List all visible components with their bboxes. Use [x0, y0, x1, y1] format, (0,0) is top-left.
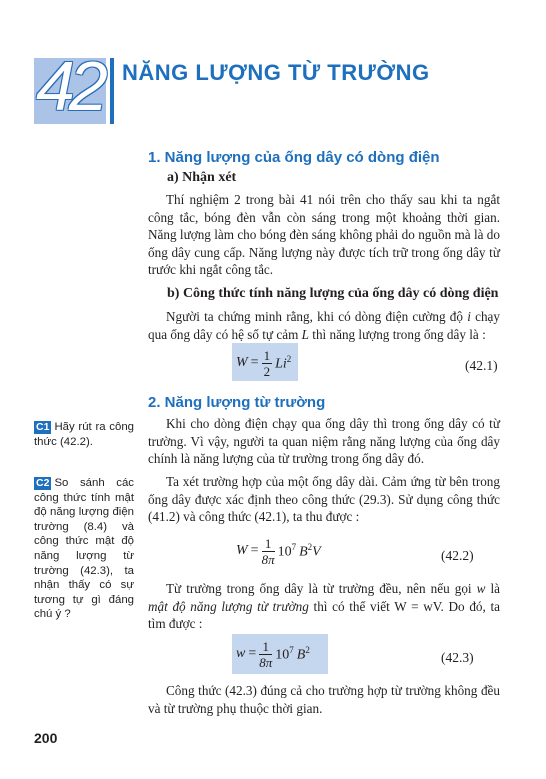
fraction-denominator: 2: [263, 363, 271, 379]
fraction-3-denominator: 8π: [259, 654, 273, 670]
formula-3-b-text: B: [296, 647, 306, 663]
fraction-3-numerator: 1: [259, 639, 272, 655]
formula-lhs: W: [236, 355, 248, 370]
para3-italic: mật độ năng lượng từ trường: [148, 598, 309, 614]
formula-exponent: 2: [286, 353, 292, 364]
formula-2-exp-b: 2: [307, 541, 313, 552]
formula-2-v: V: [312, 544, 321, 560]
subsection-b-heading: b) Công thức tính năng lượng của ống dây có dòng điện: [167, 286, 499, 301]
sidebar-question-c2: [34, 476, 134, 622]
formula-42-3: [236, 636, 310, 672]
para-b-text: Người ta chứng minh rằng, khi có dòng điện cường độ i chạy qua ống dây có hệ số tự cảm L thì năng lượng trong ống dây là :: [148, 309, 500, 342]
formula-2-lhs: W: [236, 543, 248, 558]
formula-fraction: [262, 348, 273, 379]
formula-42-1: [236, 345, 291, 381]
chapter-divider: [110, 58, 114, 124]
formula-3-b: [297, 645, 310, 664]
para3-b: là: [485, 581, 500, 596]
fraction-numerator: 1: [263, 347, 271, 363]
chapter-title: [122, 60, 430, 86]
para3-a: Từ trường trong ống dây là từ trường đều, nên nếu gọi: [166, 581, 477, 596]
formula-2-ten: 10: [277, 544, 292, 560]
section-2-paragraph-2: Ta xét trường hợp của một ống dây dài. Cảm ứng từ bên trong ống dây được xác định theo công thức (29.3). Sử dụng công thức (41.2) và công thức (42.1), ta thu được :: [148, 474, 500, 525]
section-2-paragraph-4: Công thức (42.3) đúng cả cho trường hợp từ trường không đều và từ trường phụ thuộc thời gian.: [148, 683, 500, 716]
formula-3-rhs: [275, 645, 294, 664]
section-2-paragraph-1: Khi cho dòng điện chạy qua ống dây thì trong ống dây có từ trường. Vì vậy, người ta quan niệm rằng năng lượng của ống dây chính là năng lượng của từ trường trong ống dây đó.: [148, 416, 500, 467]
fraction-2-numerator: 1: [262, 536, 275, 552]
formula-3-eq: =: [248, 646, 257, 661]
fraction-2-denominator: 8π: [261, 551, 275, 567]
chapter-title-text: NĂNG LƯỢNG TỪ TRƯỜNG: [122, 60, 430, 85]
question-c1-text: Hãy rút ra công thức (42.2).: [34, 421, 134, 448]
formula-2-b-text: B: [299, 544, 308, 560]
formula-2-b: [299, 542, 321, 561]
formula-3-exp-a: 7: [289, 644, 294, 655]
section-2-heading: 2. Năng lượng từ trường: [148, 394, 326, 411]
formula-2-fraction: [262, 536, 275, 567]
equation-number-42-2: (42.2): [441, 548, 474, 563]
question-badge-c2: C2: [36, 477, 50, 489]
formula-2-eq: =: [250, 543, 259, 558]
equation-number-42-1: (42.1): [465, 358, 498, 373]
formula-3-lhs: w: [236, 646, 246, 661]
equation-number-42-3: (42.3): [441, 650, 474, 665]
formula-42-2: [236, 533, 321, 569]
formula-eq: =: [250, 355, 259, 370]
formula-3-ten: 10: [275, 647, 290, 663]
section-1-heading: 1. Năng lượng của ống dây có dòng điện: [148, 149, 440, 166]
question-badge-c1: C1: [36, 421, 50, 433]
para3-c: thì có thể viết W = wV. Do đó, ta tìm được :: [148, 598, 500, 632]
sidebar-question-c1: [34, 420, 134, 449]
subsection-a-heading: a) Nhận xét: [167, 170, 237, 185]
formula-3-fraction: [259, 639, 272, 670]
formula-2-rhs: [278, 542, 297, 561]
formula-3-exp-b: 2: [305, 644, 310, 655]
section-1-paragraph-b: [148, 308, 500, 343]
section-1-paragraph-a: Thí nghiệm 2 trong bài 41 nói trên cho thấy sau khi ta ngắt công tắc, bóng đèn vẫn còn sáng trong một khoảng thời gian. Năng lượng làm cho bóng đèn sáng không phải do nguồn mà là do ống dây cung cấp. Năng lượng này được tích trữ trong ống dây từ trước khi ngắt công tắc.: [148, 192, 500, 278]
chapter-number: 42: [36, 47, 102, 125]
question-c2-text: So sánh các công thức tính mật độ năng lượng điện trường (8.4) và công thức mật độ năng lượng từ trường (42.3), ta nhận thấy có sự tương tự gì đáng chú ý ?: [34, 477, 134, 621]
formula-rhs: [275, 354, 291, 373]
para3-w: w: [476, 581, 486, 596]
section-2-paragraph-3: [148, 580, 500, 633]
page-number: 200: [34, 730, 58, 746]
formula-2-exp-a: 7: [291, 541, 297, 552]
formula-rhs-text: Li: [275, 356, 287, 372]
